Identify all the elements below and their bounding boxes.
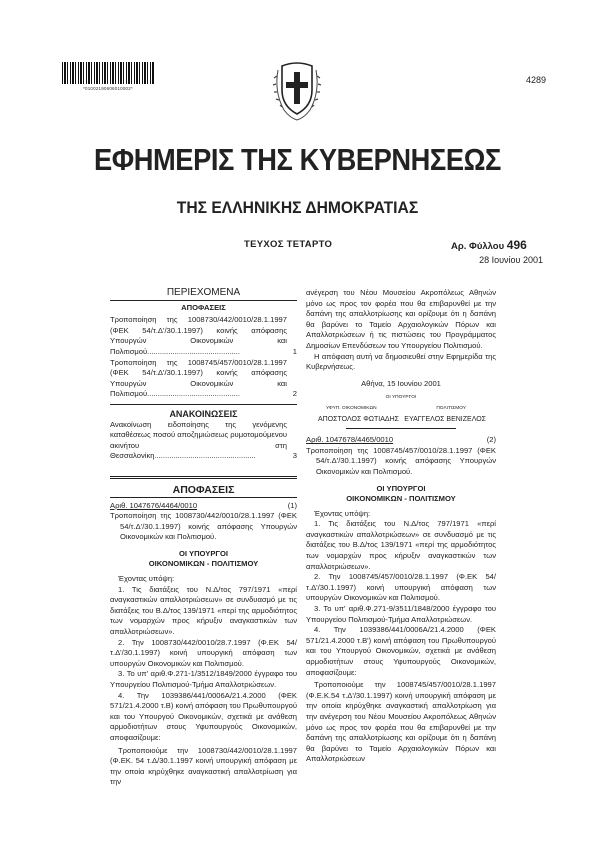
paragraph: Τροποποιούμε την 1008730/442/0010/28.1.1997 (Φ.ΕΚ. 54 τ.Δ/30.1.1997 κοινή υπουργική απόφαση με την οποία κηρύχθηκε αναγκαστική απαλλοτρίωση για την — [110, 745, 297, 787]
paragraph: 1. Τις διατάξεις του Ν.Δ/τος 797/1971 «περί αναγκαστικών απαλλοτριώσεων» σε συνδυασμό με τις διατάξεις του Β.Δ/τος 139/1971 «περί της αρμοδιότητος των νομαρχών προς κήρυξιν αναγκαστικών των απαλλοτριώσεων». — [306, 519, 496, 571]
decision-subject: Τροποποίηση της 1008730/442/0010/28.1.1997 (ΦΕΚ 54/τ.Δ'/30.1.1997) κοινής απόφασης Υπουργών Οικονομικών και Πολιτισμού. — [110, 511, 297, 542]
contents-section-announcements: ΑΝΑΚΟΙΝΩΣΕΙΣ — [169, 408, 238, 419]
barcode — [62, 62, 154, 84]
sheet-number: Αρ. Φύλλου 496 — [451, 238, 527, 252]
signatories-heading: ΟΙ ΥΠΟΥΡΓΟΙ — [385, 395, 417, 401]
paragraph: 4. Την 1039386/441/0006Α/21.4.2000 (ΦΕΚ 571/21.4.2000 τ.Β) κοινή απόφαση του Πρωθυπουργού και του Υπουργού Οικονομικών, σχετικά με ανάθεση αρμοδιοτήτων στους Υφυπουργούς Οικονομικών, αποφασίζουμε: — [110, 690, 297, 742]
place-date: Αθήνα, 15 Ιουνίου 2001 — [361, 378, 441, 388]
issue-date: 28 Ιουνίου 2001 — [479, 255, 543, 265]
toc-item[interactable]: Ανακοίνωση ειδοποίησης της γενόμενης καταθέσεως ποσού αποζημιώσεως ρυμοτομούμενου ακινήτου στη Θεσσαλονίκη................................................ 3 — [110, 419, 297, 461]
ministers-heading-2: ΟΙΚΟΝΟΜΙΚΩΝ - ΠΟΛΙΤΙΣΜΟΥ — [148, 559, 259, 569]
right-column — [306, 288, 496, 765]
having-label: Έχοντας υπόψη: — [314, 508, 371, 518]
ministers-heading-2: ΟΙΚΟΝΟΜΙΚΩΝ - ΠΟΛΙΤΙΣΜΟΥ — [346, 494, 456, 504]
decision-ref: Αριθ. 1047678/4465/0010 (2) — [306, 435, 496, 445]
publish-note: Η απόφαση αυτή να δημοσιευθεί στην Εφημερίδα της Κυβερνήσεως. — [306, 351, 496, 372]
coat-of-arms-icon — [272, 60, 322, 122]
ministers-heading: ΟΙ ΥΠΟΥΡΓΟΙ — [179, 548, 228, 558]
paragraph: 1. Τις διατάξεις του Ν.Δ/τος 797/1971 «περί αναγκαστικών απαλλοτριώσεων» σε συνδυασμό με τις διατάξεις του Β.Δ/τος 139/1971 «περί της αρμοδιότητος των νομαρχών προς κήρυξιν αναγκαστικών των απαλλοτριώσεων». — [110, 584, 297, 637]
page-number: 4289 — [525, 75, 546, 85]
paragraph: 3. Το υπ' αριθ.Φ.271-1/3512/1849/2000 έγγραφο του Υπουργείου Πολιτισμού-Τμήμα Απαλλοτριώσεων. — [110, 669, 297, 689]
paragraph: ανέγερση του Νέου Μουσείου Ακροπόλεως Αθηνών μόνο ως προς τον φορέα που θα επιβαρυνθεί με την δαπάνη της απαλλοτρίωσης και ορίζουμε ότι η δαπάνη θα βαρύνει το Ταμείο Αρχαιολογικών Πόρων και Απαλλοτριώσεων ή τις πιστώσεις του Προγράμματος Δημοσίων Επενδύσεων του Υπουργείου Πολιτισμού. — [306, 288, 496, 350]
left-column — [110, 288, 297, 788]
issue-label: ΤΕΥΧΟΣ ΤΕΤΑΡΤΟ — [244, 239, 333, 250]
decision-ref: Αριθ. 1047676/4464/0010 (1) — [110, 500, 297, 510]
contents-section-decisions: ΑΠΟΦΑΣΕΙΣ — [181, 302, 226, 312]
decision-subject: Τροποποίηση της 1008745/457/0010/28.1.1997 (ΦΕΚ 54/τ.Δ'/30.1.1997) κοινής απόφασης Υπουργών Οικονομικών και Πολιτισμού. — [306, 445, 496, 476]
paragraph: Τροποποιούμε την 1008745/457/0010/28.1.1997 (Φ.Ε.Κ.54 τ.Δ'/30.1.1997) κοινή υπουργική απόφαση με την οποία κηρύχθηκε αναγκαστική απαλλοτρίωση για την ανέγερση του Νέου Μουσείου Ακροπόλεως Αθηνών μόνο ως προς τον φορέα που θα επιβαρυνθεί με την δαπάνη της απαλλοτρίωσης και ορίζουμε ότι η δαπάνη θα βαρύνει το Ταμείο Αρχαιολογικών Πόρων και Απαλλοτριώσεων — [306, 680, 496, 764]
paragraph: 2. Την 1008730/442/0010/28.7.1997 (Φ.ΕΚ 54/τ.Δ'/30.1.1997) κοινή υπουργική απόφαση των υπουργών Οικονομικών και Πολιτισμού. — [110, 637, 297, 668]
decisions-heading: ΑΠΟΦΑΣΕΙΣ — [110, 485, 297, 498]
toc-item[interactable]: Τροποποίηση της 1008730/442/0010/28.1.1997 (ΦΕΚ 54/τ.Δ'/30.1.1997) κοινής απόφασης Υπουργών Οικονομικών και Πολιτισμού............................................ 1 — [110, 315, 297, 356]
having-label: Έχοντας υπόψη: — [118, 574, 175, 584]
paragraph: 3. Το υπ' αριθ.Φ.271-9/3511/1848/2000 έγγραφο του Υπουργείου Πολιτισμού-Τμήμα Απαλλοτριώσεων. — [306, 604, 496, 624]
signatory-names: ΑΠΟΣΤΟΛΟΣ ΦΩΤΙΑΔΗΣ ΕΥΑΓΓΕΛΟΣ ΒΕΝΙΖΕΛΟΣ — [318, 415, 486, 423]
barcode-number: *01002190606010002* — [83, 86, 133, 91]
gazette-subtitle: ΤΗΣ ΕΛΛΗΝΙΚΗΣ ΔΗΜΟΚΡΑΤΙΑΣ — [176, 198, 419, 217]
contents-heading: ΠΕΡΙΕΧΟΜΕΝΑ — [110, 288, 297, 301]
paragraph: 2. Την 1008745/457/0010/28.1.1997 (Φ.ΕΚ 54/τ.Δ'/30.1.1997) κοινή υπουργική απόφαση των υπουργών Οικονομικών και Πολιτισμού. — [306, 572, 496, 603]
ministers-heading: ΟΙ ΥΠΟΥΡΓΟΙ — [376, 483, 426, 493]
signatory-titles: ΥΦΥΠ. ΟΙΚΟΝΟΜΙΚΩΝ ΠΟΛΙΤΙΣΜΟΥ — [326, 405, 466, 411]
paragraph: 4. Την 1039386/441/0006Α/21.4.2000 (ΦΕΚ 571/21.4.2000 τ.Β') κοινή απόφαση του Πρωθυπουργού και του Υπουργού Οικονομικών, σχετικά με ανάθεση αρμοδιοτήτων στους Υφυπουργούς Οικονομικών, αποφασίζουμε: — [306, 625, 496, 677]
gazette-title: ΕΦΗΜΕΡΙΣ ΤΗΣ ΚΥΒΕΡΝΗΣΕΩΣ — [94, 142, 501, 177]
toc-item[interactable]: Τροποποίηση της 1008745/457/0010/28.1.1997 (ΦΕΚ 54/τ.Δ'/30.1.1997) κοινής απόφασης Υπουργών Οικονομικών και Πολιτισμού............................................ 2 — [110, 357, 297, 399]
